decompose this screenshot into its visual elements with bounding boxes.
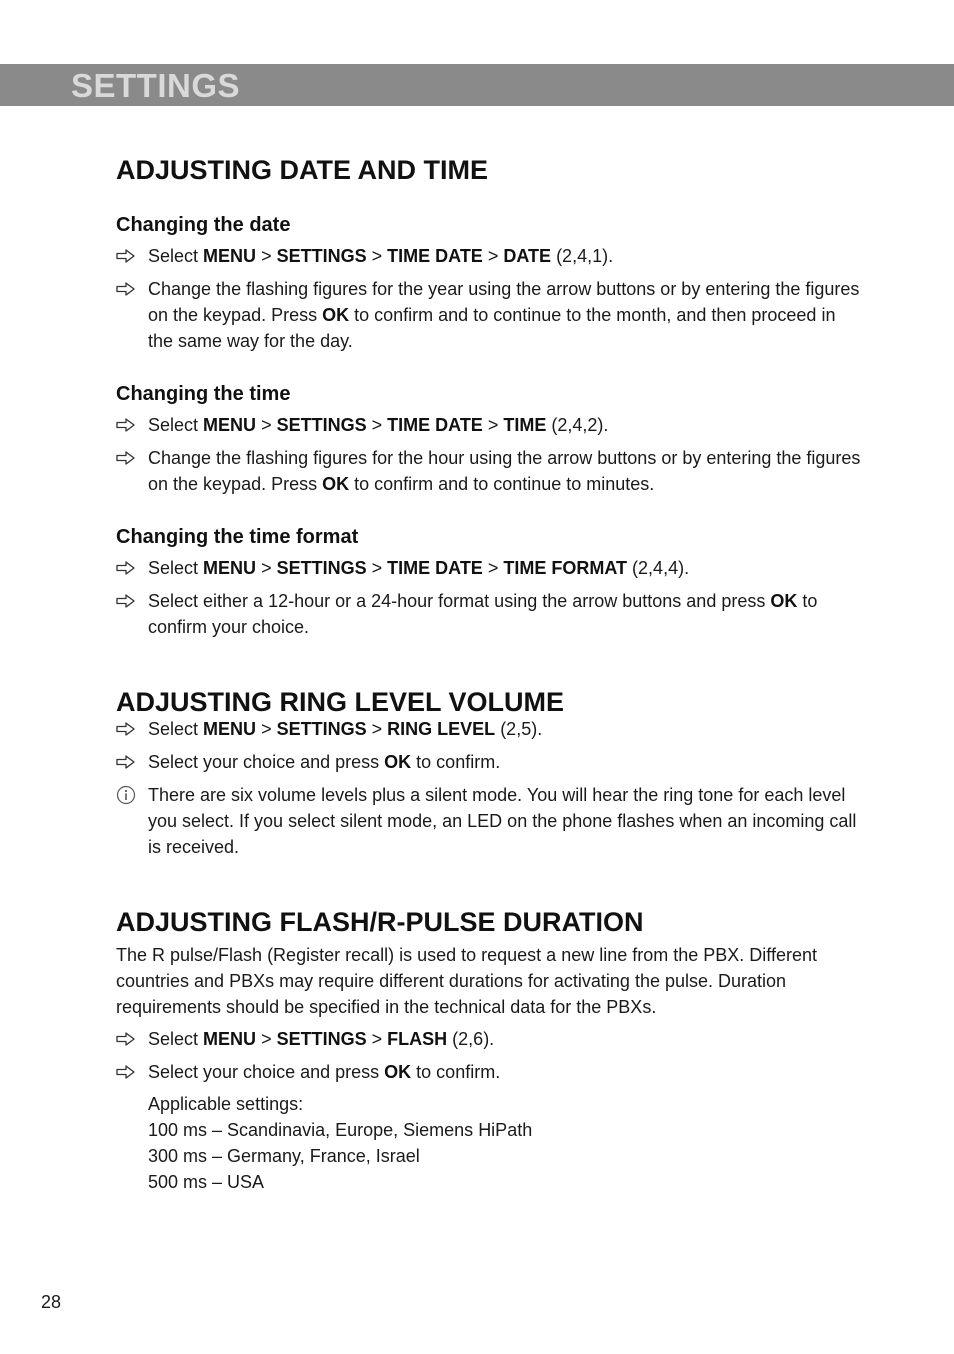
step-text: Select bbox=[148, 719, 199, 739]
path-separator: > bbox=[261, 719, 272, 739]
arrow-right-outline-icon bbox=[116, 716, 138, 742]
menu-path-settings: SETTINGS bbox=[276, 246, 367, 266]
menu-path-menu: MENU bbox=[203, 1029, 257, 1049]
step-confirm-ring-level bbox=[116, 749, 861, 775]
path-separator: > bbox=[487, 246, 499, 266]
menu-code: (2,4,4). bbox=[632, 558, 690, 578]
arrow-right-outline-icon bbox=[116, 555, 138, 581]
page-number: 28 bbox=[41, 1292, 62, 1312]
path-separator: > bbox=[261, 246, 272, 266]
path-separator: > bbox=[261, 1029, 272, 1049]
step-text: to confirm. bbox=[416, 1062, 501, 1082]
key-ok: OK bbox=[384, 1062, 412, 1082]
key-ok: OK bbox=[770, 591, 798, 611]
menu-path-menu: MENU bbox=[203, 415, 257, 435]
step-select-ring-level bbox=[116, 716, 861, 742]
key-ok: OK bbox=[322, 305, 350, 325]
step-text: Select bbox=[148, 415, 199, 435]
path-separator: > bbox=[371, 415, 383, 435]
flash-intro-paragraph: The R pulse/Flash (Register recall) is used to request a new line from the PBX. Different countries and PBXs may require different durations for activating the pulse. Duration requirements should be specified in the technical data for the PBXs. bbox=[116, 945, 817, 1017]
step-choose-time-format bbox=[116, 588, 861, 640]
menu-code: (2,4,1). bbox=[556, 246, 614, 266]
step-text: Change the flashing figures for the hour using the arrow buttons or by entering the figures on the keypad. Press bbox=[148, 448, 861, 494]
step-text: Select bbox=[148, 246, 199, 266]
subheading-changing-time-format: Changing the time format bbox=[116, 526, 359, 548]
path-separator: > bbox=[371, 719, 383, 739]
menu-path-menu: MENU bbox=[203, 558, 257, 578]
section-heading-date-time: ADJUSTING DATE AND TIME bbox=[116, 155, 489, 185]
step-text: Select bbox=[148, 1029, 199, 1049]
menu-path-time-date: TIME DATE bbox=[387, 415, 483, 435]
arrow-right-outline-icon bbox=[116, 243, 138, 269]
info-note-ring-level bbox=[116, 782, 861, 860]
header-banner bbox=[0, 64, 954, 106]
step-text: Select your choice and press bbox=[148, 752, 380, 772]
path-separator: > bbox=[261, 415, 272, 435]
menu-path-date: DATE bbox=[503, 246, 552, 266]
subheading-changing-date: Changing the date bbox=[116, 214, 291, 236]
path-separator: > bbox=[371, 1029, 383, 1049]
step-text: to confirm and to continue to minutes. bbox=[354, 474, 655, 494]
applicable-settings-label: Applicable settings: bbox=[148, 1094, 304, 1114]
path-separator: > bbox=[371, 558, 383, 578]
path-separator: > bbox=[487, 558, 499, 578]
arrow-right-outline-icon bbox=[116, 588, 138, 614]
step-text: Select bbox=[148, 558, 199, 578]
menu-path-settings: SETTINGS bbox=[276, 415, 367, 435]
step-text: to confirm. bbox=[416, 752, 501, 772]
menu-code: (2,6). bbox=[452, 1029, 495, 1049]
flash-option: 500 ms – USA bbox=[148, 1172, 265, 1192]
key-ok: OK bbox=[322, 474, 350, 494]
step-text: Select either a 12-hour or a 24-hour format using the arrow buttons and press bbox=[148, 591, 766, 611]
subheading-changing-time: Changing the time bbox=[116, 383, 291, 405]
step-select-time bbox=[116, 412, 861, 438]
menu-path-flash: FLASH bbox=[387, 1029, 448, 1049]
arrow-right-outline-icon bbox=[116, 412, 138, 438]
menu-path-ring-level: RING LEVEL bbox=[387, 719, 496, 739]
menu-path-time-format: TIME FORMAT bbox=[503, 558, 628, 578]
page-title: SETTINGS bbox=[71, 67, 241, 104]
arrow-right-outline-icon bbox=[116, 1026, 138, 1052]
step-text: Change the flashing figures for the year using the arrow buttons or by entering the figures on the keypad. Press bbox=[148, 279, 860, 325]
menu-path-time: TIME bbox=[503, 415, 547, 435]
info-circle-icon bbox=[116, 782, 138, 808]
arrow-right-outline-icon bbox=[116, 1059, 138, 1085]
flash-option: 300 ms – Germany, France, Israel bbox=[148, 1146, 420, 1166]
menu-path-settings: SETTINGS bbox=[276, 1029, 367, 1049]
step-select-flash bbox=[116, 1026, 861, 1052]
menu-path-menu: MENU bbox=[203, 719, 257, 739]
menu-code: (2,4,2). bbox=[551, 415, 609, 435]
flash-option: 100 ms – Scandinavia, Europe, Siemens HiPath bbox=[148, 1120, 533, 1140]
step-text: to confirm your choice. bbox=[148, 591, 818, 637]
menu-path-time-date: TIME DATE bbox=[387, 558, 483, 578]
path-separator: > bbox=[487, 415, 499, 435]
step-change-time bbox=[116, 445, 861, 497]
step-change-date bbox=[116, 276, 861, 354]
path-separator: > bbox=[371, 246, 383, 266]
menu-code: (2,5). bbox=[500, 719, 543, 739]
step-text: to confirm and to continue to the month, and then proceed in the same way for the day. bbox=[148, 305, 836, 351]
menu-path-settings: SETTINGS bbox=[276, 719, 367, 739]
arrow-right-outline-icon bbox=[116, 276, 138, 302]
step-select-date bbox=[116, 243, 861, 269]
info-text: There are six volume levels plus a silent mode. You will hear the ring tone for each level you select. If you select silent mode, an LED on the phone flashes when an incoming call is received. bbox=[148, 785, 857, 857]
menu-path-time-date: TIME DATE bbox=[387, 246, 483, 266]
section-heading-ring-level: ADJUSTING RING LEVEL VOLUME bbox=[116, 687, 565, 717]
section-heading-flash: ADJUSTING FLASH/R-PULSE DURATION bbox=[116, 907, 644, 937]
menu-path-settings: SETTINGS bbox=[276, 558, 367, 578]
key-ok: OK bbox=[384, 752, 412, 772]
step-select-time-format bbox=[116, 555, 861, 581]
step-text: Select your choice and press bbox=[148, 1062, 380, 1082]
arrow-right-outline-icon bbox=[116, 749, 138, 775]
menu-path-menu: MENU bbox=[203, 246, 257, 266]
page-content bbox=[116, 150, 861, 1195]
step-confirm-flash bbox=[116, 1059, 861, 1085]
path-separator: > bbox=[261, 558, 272, 578]
arrow-right-outline-icon bbox=[116, 445, 138, 471]
